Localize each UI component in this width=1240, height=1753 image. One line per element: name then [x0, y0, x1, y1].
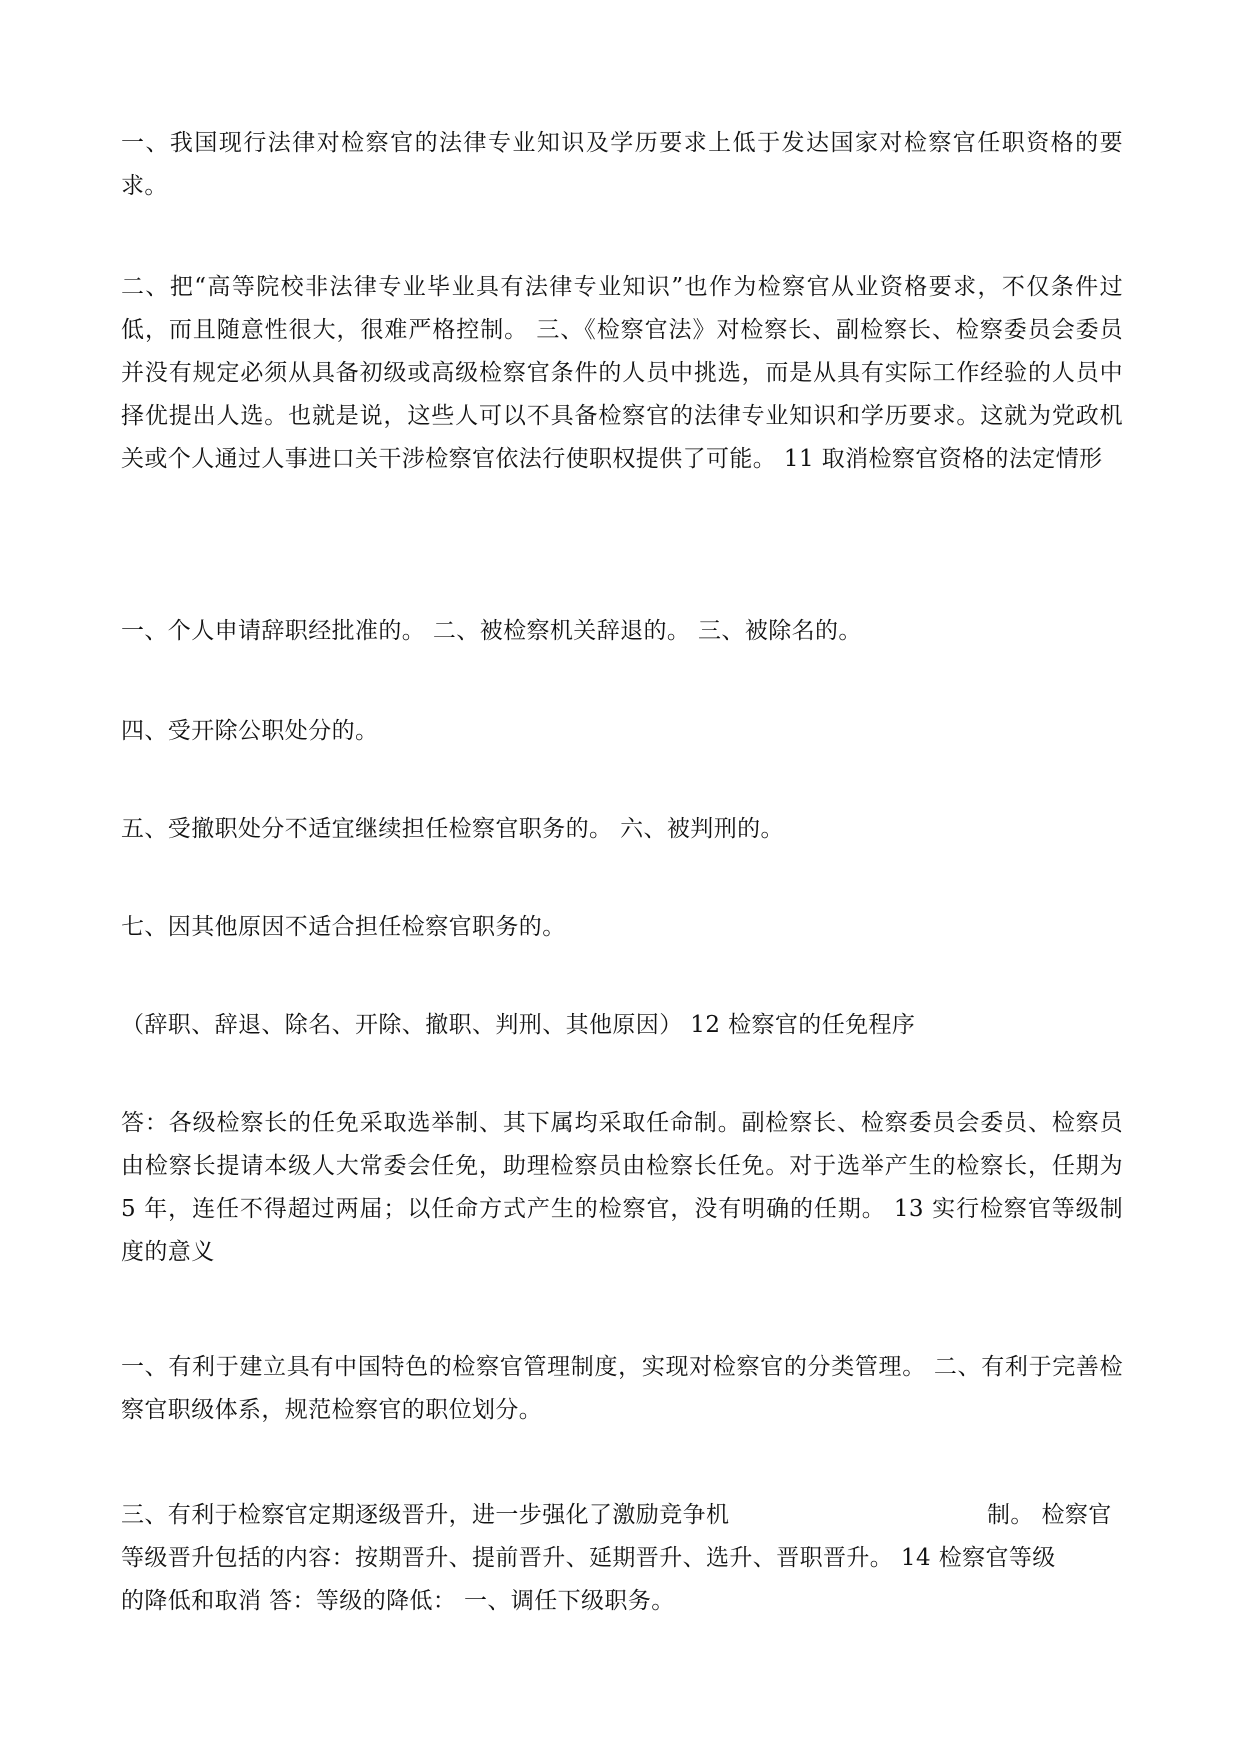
paragraph: 一、个人申请辞职经批准的。 二、被检察机关辞退的。 三、被除名的。	[121, 618, 862, 644]
paragraph: 一、我国现行法律对检察官的法律专业知识及学历要求上低于发达国家对检察官任职资格的要求。	[121, 130, 1123, 199]
paragraph-line: 制。 检察官	[987, 1502, 1112, 1528]
paragraph: 二、把“高等院校非法律专业毕业具有法律专业知识”也作为检察官从业资格要求，不仅条件过低，而且随意性很大，很难严格控制。 三、《检察官法》对检察长、副检察长、检察委员会委员并没有规定必须从具备初级或高级检察官条件的人员中挑选，而是从具有实际工作经验的人员中择优提出人选。也就是说，这些人可以不具备检察官的法律专业知识和学历要求。这就为党政机关或个人通过人事进口关干涉检察官依法行使职权提供了可能。 11 取消检察官资格的法定情形	[121, 274, 1123, 472]
paragraph: 五、受撤职处分不适宜继续担任检察官职务的。 六、被判刑的。	[121, 816, 784, 842]
paragraph: 七、因其他原因不适合担任检察官职务的。	[121, 914, 566, 940]
paragraph-line: 的降低和取消 答：等级的降低： 一、调任下级职务。	[121, 1588, 675, 1614]
paragraph: （辞职、辞退、除名、开除、撤职、判刑、其他原因） 12 检察官的任免程序	[121, 1012, 916, 1038]
paragraph-line: 等级晋升包括的内容：按期晋升、提前晋升、延期晋升、选升、晋职晋升。 14 检察官等级	[121, 1545, 1056, 1571]
paragraph-line: 三、有利于检察官定期逐级晋升，进一步强化了激励竞争机	[121, 1502, 730, 1528]
paragraph: 答：各级检察长的任免采取选举制、其下属均采取任命制。副检察长、检察委员会委员、检察员由检察长提请本级人大常委会任免，助理检察员由检察长任免。对于选举产生的检察长，任期为 5 年，连任不得超过两届；以任命方式产生的检察官，没有明确的任期。 13 实行检察官等级制度的意义	[121, 1110, 1123, 1265]
paragraph: 一、有利于建立具有中国特色的检察官管理制度，实现对检察官的分类管理。 二、有利于完善检察官职级体系，规范检察官的职位划分。	[121, 1354, 1123, 1423]
paragraph: 四、受开除公职处分的。	[121, 718, 379, 744]
